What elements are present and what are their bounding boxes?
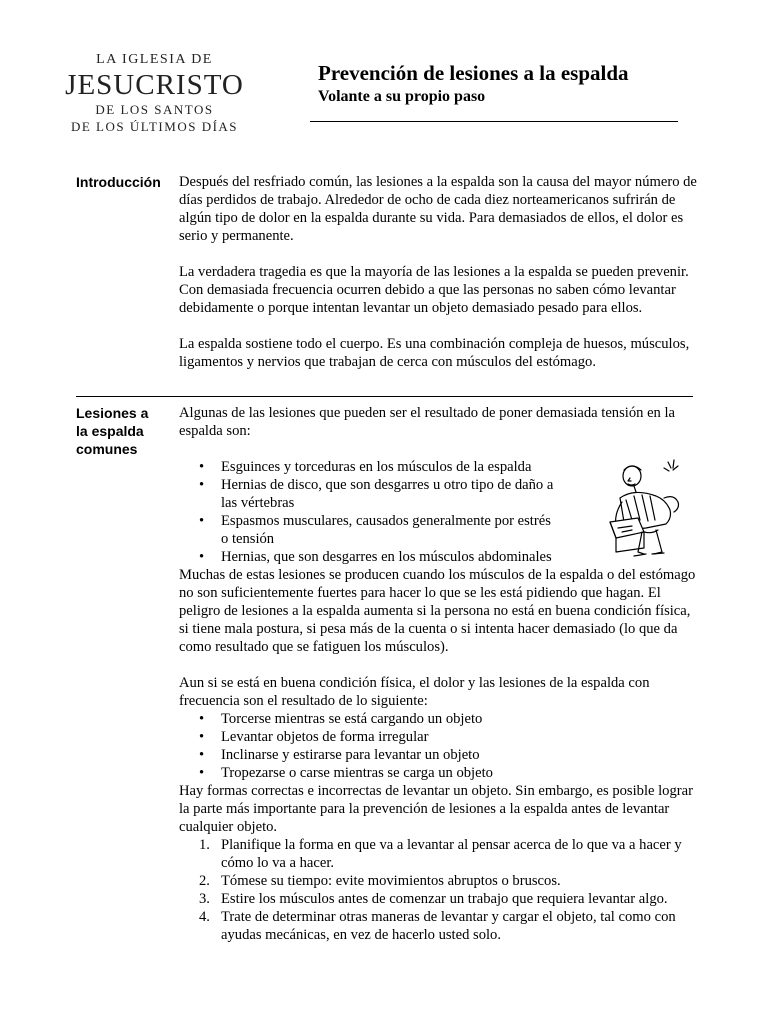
lifting-steps-list <box>179 836 699 944</box>
step-number: 1. <box>199 837 210 853</box>
step-text: Estire los músculos antes de comenzar un trabajo que requiera levantar algo. <box>221 891 668 907</box>
logo-line-2: JESUCRISTO <box>65 69 244 101</box>
injuries-paragraph-2: Aun si se está en buena condición física, el dolor y las lesiones de la espalda con frecuencia son el resultado de lo siguiente: <box>179 675 650 709</box>
injury-types-list <box>179 458 554 566</box>
section-label-line: comunes <box>76 441 138 457</box>
logo-line-4: DE LOS ÚLTIMOS DÍAS <box>70 119 239 134</box>
intro-paragraph-3: La espalda sostiene todo el cuerpo. Es una combinación compleja de huesos, músculos, ligamentos y nervios que trabajan de cerca con músculos del estómago. <box>179 336 690 370</box>
injuries-paragraph-1: Muchas de estas lesiones se producen cuando los músculos de la espalda o del estómago no son suficientemente fuertes para hacer lo que se les está pidiendo que hagan. El peligro de lesiones a la espalda aumenta si la persona no está en buena condición física, si tiene mala postura, si pesa más de la cuenta o si intenta hacer demasiado (lo que da como resultado que se fatiguen los músculos). <box>179 567 696 655</box>
step-text: Trate de determinar otras maneras de levantar y cargar el objeto, tal como con ayudas mecánicas, en vez de hacerlo usted solo. <box>221 909 676 943</box>
man-lifting-box-illustration <box>604 458 692 566</box>
step-number: 3. <box>199 891 210 907</box>
list-item <box>179 836 699 872</box>
page-title: Prevención de lesiones a la espalda <box>318 61 629 85</box>
section-label-intro: Introducción <box>76 174 161 190</box>
step-text: Tómese su tiempo: evite movimientos abruptos o bruscos. <box>221 873 561 889</box>
intro-section <box>179 173 699 371</box>
section-divider <box>76 396 693 397</box>
section-label-line: Lesiones a <box>76 405 149 421</box>
step-text: Planifique la forma en que va a levantar al pensar acerca de lo que va a hacer y cómo lo va a hacer. <box>221 837 682 871</box>
intro-paragraph-2: La verdadera tragedia es que la mayoría de las lesiones a la espalda se pueden prevenir. Con demasiada frecuencia ocurren debido a que las personas no saben cómo levantar debidamente o porque intentan levantar un objeto demasiado pesado para ellos. <box>179 264 689 316</box>
section-label-line: la espalda <box>76 423 144 439</box>
causes-list <box>179 710 699 782</box>
injuries-intro: Algunas de las lesiones que pueden ser el resultado de poner demasiada tensión en la espalda son: <box>179 405 676 439</box>
injuries-paragraph-3: Hay formas correctas e incorrectas de levantar un objeto. Sin embargo, es posible lograr la parte más importante para la prevención de lesiones a la espalda antes de levantar cualquier objeto. <box>179 783 693 835</box>
step-number: 4. <box>199 909 210 925</box>
church-logo <box>52 52 257 136</box>
logo-line-3: DE LOS SANTOS <box>95 102 214 117</box>
logo-line-1: LA IGLESIA DE <box>96 52 213 67</box>
list-item <box>179 890 699 908</box>
list-item: • Espasmos musculares, causados generalmente por estrés o tensión <box>179 512 554 548</box>
list-item: • Inclinarse y estirarse para levantar un objeto <box>179 746 699 764</box>
list-item: • Hernias de disco, que son desgarres u otro tipo de daño a las vértebras <box>179 476 554 512</box>
list-item <box>179 908 699 944</box>
page-subtitle: Volante a su propio paso <box>318 88 486 105</box>
list-item <box>179 872 699 890</box>
list-item: • Tropezarse o carse mientras se carga un objeto <box>179 764 699 782</box>
list-item: • Esguinces y torceduras en los músculos de la espalda <box>179 458 554 476</box>
list-item: • Torcerse mientras se está cargando un objeto <box>179 710 699 728</box>
list-item: • Levantar objetos de forma irregular <box>179 728 699 746</box>
intro-paragraph-1: Después del resfriado común, las lesiones a la espalda son la causa del mayor número de días perdidos de trabajo. Alrededor de ocho de cada diez norteamericanos sufrirán de algún tipo de dolor en la espalda durante su vida. Para demasiados de ellos, el dolor es serio y permanente. <box>179 174 697 244</box>
section-label-injuries <box>76 404 176 458</box>
step-number: 2. <box>199 873 210 889</box>
title-divider <box>310 121 678 122</box>
title-block <box>318 60 678 107</box>
list-item: • Hernias, que son desgarres en los músculos abdominales <box>179 548 554 566</box>
